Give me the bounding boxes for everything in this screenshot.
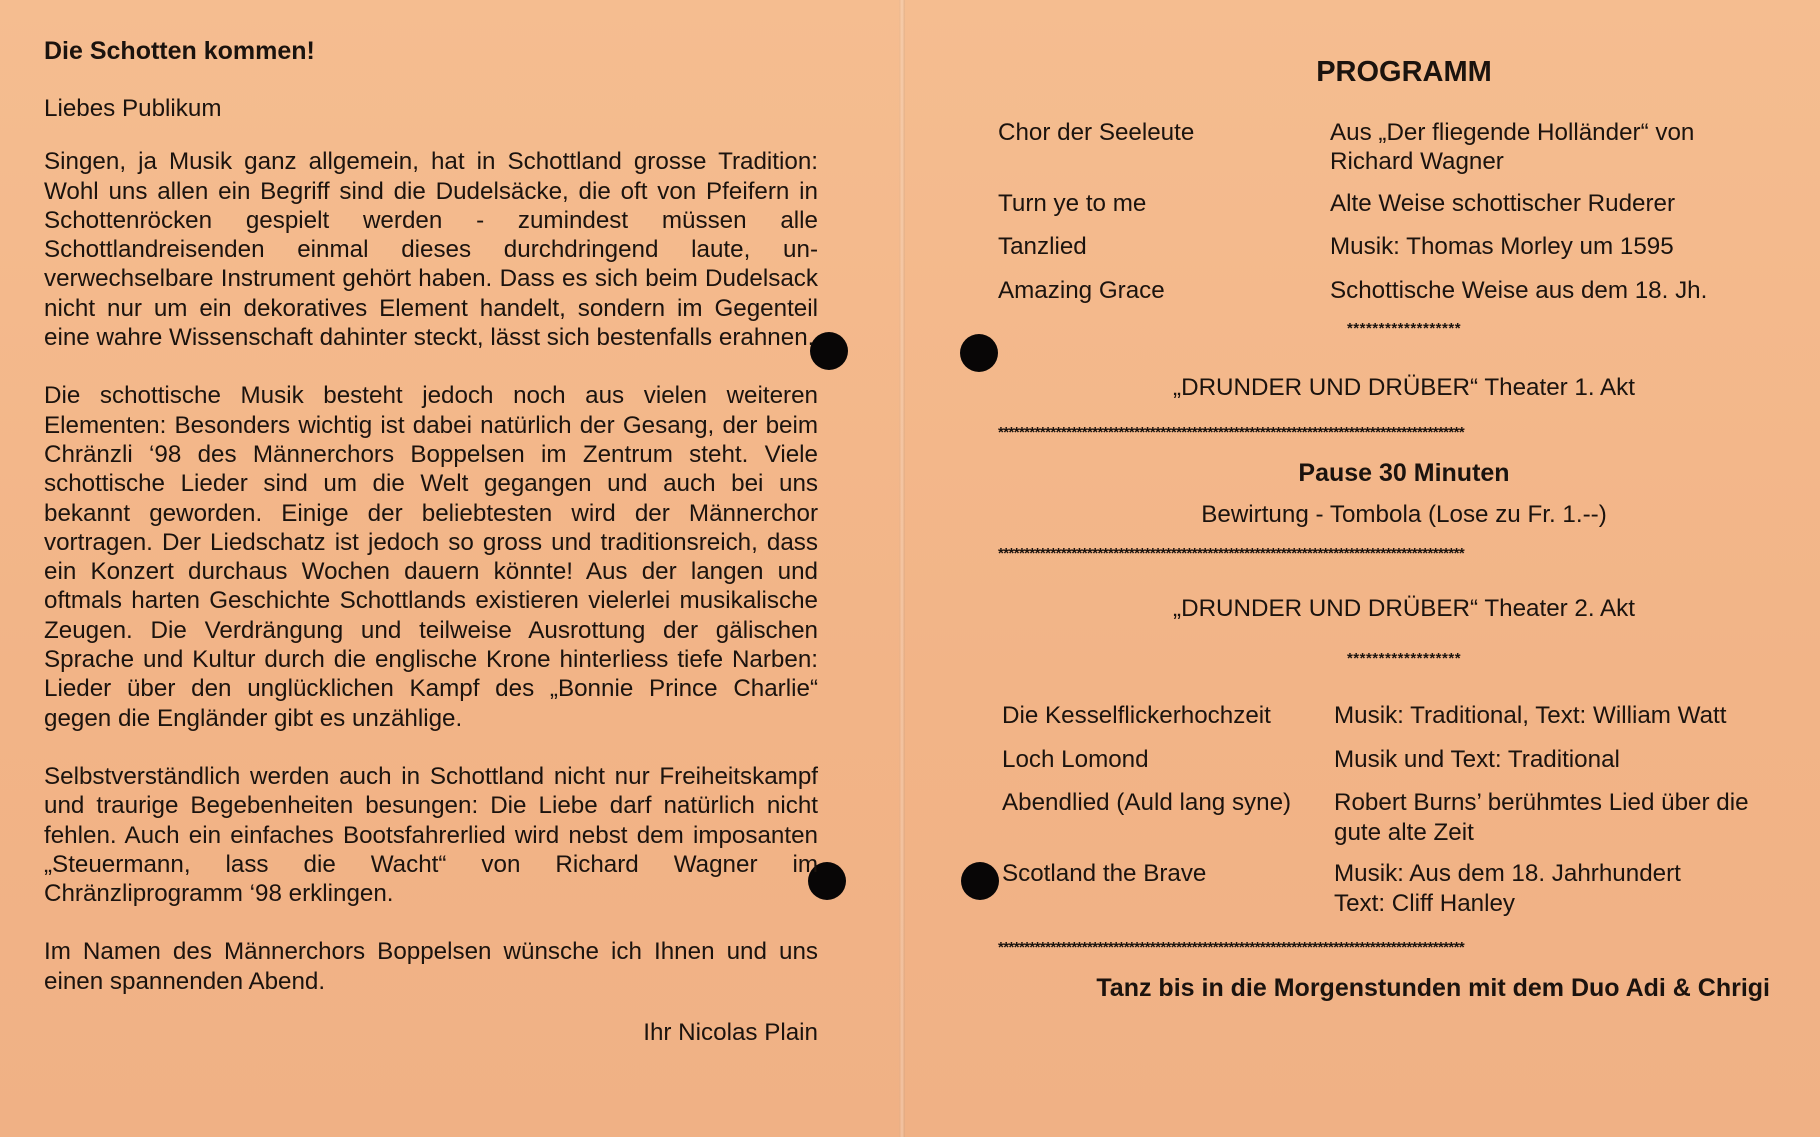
programme-item: [998, 189, 1770, 219]
theater-act-1: „DRUNDER UND DRÜBER“ Theater 1. Akt: [1173, 374, 1635, 401]
song-title: Amazing Grace: [998, 276, 1165, 304]
divider-stars-long: *****************************************************************************************: [998, 423, 1465, 441]
foreword: [44, 34, 818, 1047]
paragraph: Im Namen des Männerchors Boppelsen wünsche ich Ihnen und uns einen spannenden Abend.: [44, 938, 818, 995]
punch-hole: [960, 334, 998, 372]
programme-title: PROGRAMM: [1316, 56, 1492, 88]
song-title: Die Kesselflickerhochzeit: [1002, 702, 1271, 729]
song-title: Abendlied (Auld lang syne): [1002, 789, 1292, 816]
song-info: Musik: Thomas Morley um 1595: [1330, 233, 1674, 260]
paragraph: Singen, ja Musik ganz allgemein, hat in Schottland grosse Tradition: Wohl uns allen ein Begriff sind die Dudelsäcke, die oft von Pfeifern in Schottenröcken gespielt werden - zumindest müssen alle Schottlandreisenden einmal dieses durchdringend laute, unverwechselbare Instrument gehört haben. Dass es sich beim Dudelsack nicht nur um ein dekoratives Element handelt, sondern im Gegenteil eine wahre Wissenschaft dahinter steckt, lässt sich bestenfalls erahnen.: [44, 148, 818, 352]
song-title: Chor der Seeleute: [998, 118, 1195, 146]
programme-item: [1002, 701, 1770, 731]
signature: Ihr Nicolas Plain: [643, 1019, 818, 1047]
greeting: Liebes Publikum: [44, 95, 222, 122]
programme-item: [998, 232, 1770, 262]
page-fold: [899, 0, 905, 1137]
divider-stars: ******************: [1346, 320, 1462, 337]
paragraph: Die schottische Musik besteht jedoch noch aus vielen weiteren Elementen: Besonders wichtig ist dabei natürlich der Gesang, der beim Chränzli ‘98 des Männerchors Boppelsen im Zentrum steht. Viele schottische Lieder sind um die Welt gegangen und auch bei uns bekannt geworden. Einige der beliebtesten wird der Männerchor vortragen. Der Liedschatz ist jedoch so gross und traditionsreich, dass ein Konzert durchaus Wochen dauern könnte! Aus der langen und oftmals harten Geschichte Schottlands existieren vielerlei musikalische Zeugen. Die Verdrängung und teilweise Ausrottung der gälischen Sprache und Kultur durch die englische Krone hinterliess tiefe Narben: Lieder über den unglücklichen Kampf des „Bonnie Prince Charlie“ gegen die Engländer gibt es unzählige.: [44, 382, 818, 732]
punch-hole: [961, 862, 999, 900]
divider-stars-long: *****************************************************************************************: [998, 544, 1465, 562]
song-info: Robert Burns’ berühmtes Lied über die gute alte Zeit: [1334, 789, 1749, 846]
song-info: Musik: Traditional, Text: William Watt: [1334, 702, 1727, 729]
song-title: Loch Lomond: [1002, 745, 1149, 773]
song-info: Schottische Weise aus dem 18. Jh.: [1330, 276, 1708, 304]
song-info: Aus „Der fliegende Holländer“ von Richard Wagner: [1330, 118, 1695, 175]
foreword-title: Die Schotten kommen!: [44, 37, 315, 65]
song-info: Alte Weise schottischer Ruderer: [1330, 189, 1676, 217]
programme-item: [1002, 859, 1770, 918]
programme-item: [998, 276, 1770, 306]
paragraph: Selbstverständlich werden auch in Schottland nicht nur Freiheitskampf und traurige Begebenheiten besungen: Die Liebe darf natürlich nicht fehlen. Auch ein einfaches Bootsfahrerlied wird nebst dem imposanten „Steuermann, lass die Wacht“ von Richard Wagner im Chränzliprogramm ‘98 erklingen.: [44, 762, 818, 908]
divider-stars: ******************: [1346, 650, 1462, 667]
song-title: Tanzlied: [998, 233, 1087, 260]
pause-details: Bewirtung - Tombola (Lose zu Fr. 1.--): [1201, 501, 1607, 528]
song-title: Turn ye to me: [998, 189, 1147, 217]
programme-item: [998, 118, 1770, 177]
programme: [998, 58, 1770, 1004]
programme-item: [1002, 788, 1770, 847]
programme-part-1: [998, 118, 1770, 306]
programme-part-2: [1002, 701, 1770, 918]
song-info: Musik: Aus dem 18. Jahrhundert Text: Cliff Hanley: [1334, 860, 1681, 917]
programme-item: [1002, 745, 1770, 775]
pause-heading: Pause 30 Minuten: [1298, 458, 1510, 487]
divider-stars-long: *****************************************************************************************: [998, 939, 1465, 956]
theater-act-2: „DRUNDER UND DRÜBER“ Theater 2. Akt: [1173, 594, 1635, 622]
song-title: Scotland the Brave: [1002, 860, 1207, 887]
closing-line: Tanz bis in die Morgenstunden mit dem Duo Adi & Chrigi: [1096, 974, 1770, 1002]
song-info: Musik und Text: Traditional: [1334, 745, 1620, 773]
